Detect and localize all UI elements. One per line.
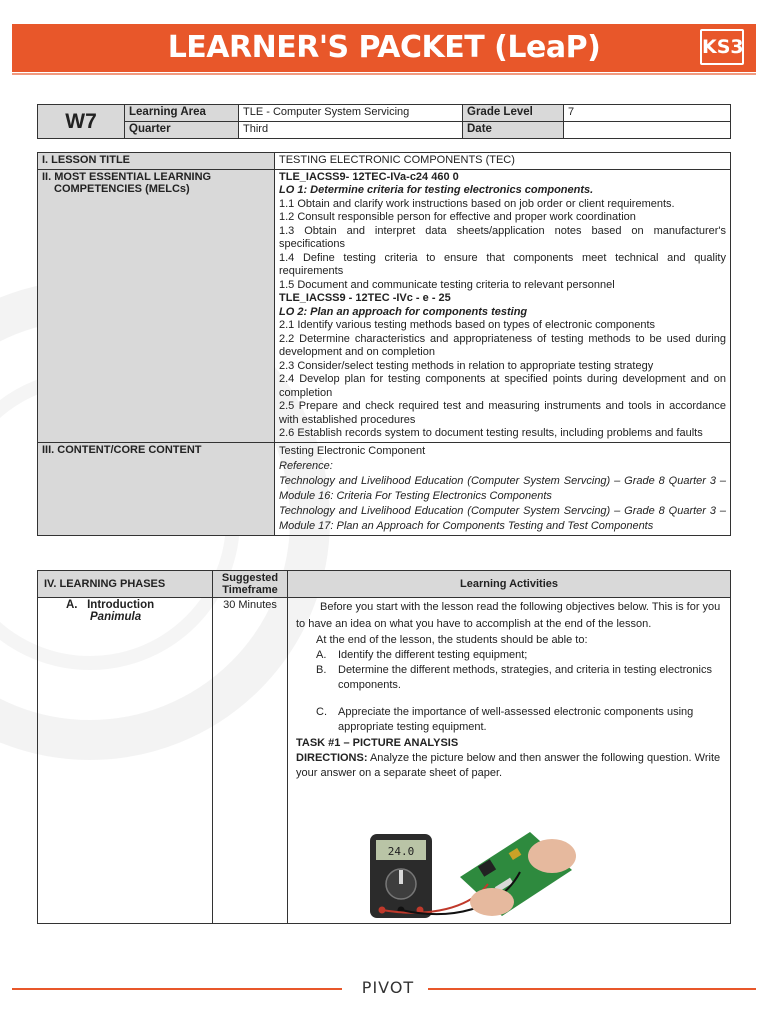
melc-label-line2: COMPETENCIES (MELCs) — [54, 182, 190, 195]
directions-text: Analyze the picture below and then answer the following question. Write your answer on a separate sheet of paper. — [296, 752, 721, 779]
header-table — [37, 104, 731, 139]
melc-code-2: TLE_IACSS9 - 12TEC -IVc - e - 25 — [279, 292, 451, 304]
objective-mark: C. — [316, 706, 327, 718]
ks-badge: KS3 — [700, 29, 744, 65]
melc-item: 2.2 Determine characteristics and appropriateness of testing methods to be used during development and on completion — [279, 332, 726, 358]
week-label: W7 — [38, 105, 125, 139]
melc-label — [38, 169, 275, 442]
melc-lo-2: LO 2: Plan an approach for components testing — [279, 305, 528, 318]
phases-col-header: IV. LEARNING PHASES — [38, 571, 213, 598]
reference-1: Technology and Livelihood Education (Computer System Servcing) – Grade 8 Quarter 3 – Module 16: Criteria For Testing Electronics Components — [279, 474, 726, 502]
activity-para-2: At the end of the lesson, the students should be able to: — [316, 634, 588, 646]
lesson-title-label: I. LESSON TITLE — [38, 153, 275, 170]
lesson-title-value: TESTING ELECTRONIC COMPONENTS (TEC) — [275, 153, 731, 170]
directions-label: DIRECTIONS: — [296, 752, 368, 764]
reference-label: Reference: — [279, 459, 333, 472]
activity-para-1: Before you start with the lesson read the following objectives below. This is for you to have an idea on what you have to accomplish at the end of the lesson. — [296, 601, 721, 630]
objective-text: Determine the different methods, strategies, and criteria in testing electronics components. — [338, 664, 712, 691]
content-label: III. CONTENT/CORE CONTENT — [38, 442, 275, 535]
objectives-list — [296, 648, 722, 735]
grade-level-value: 7 — [564, 105, 731, 122]
melc-item: 2.4 Develop plan for testing components at specified points during development and on completion — [279, 373, 726, 399]
activities-col-header: Learning Activities — [288, 571, 731, 598]
melc-item: 2.1 Identify various testing methods based on types of electronic components — [279, 319, 656, 331]
melc-item: 2.6 Establish records system to document testing results, including problems and faults — [279, 427, 703, 439]
banner — [12, 24, 756, 72]
timeframe-col-header: Suggested Timeframe — [213, 571, 288, 598]
learning-area-value: TLE - Computer System Servicing — [239, 105, 463, 122]
objective-text: Identify the different testing equipment; — [338, 649, 528, 661]
melc-item: 1.5 Document and communicate testing criteria to relevant personnel — [279, 278, 615, 291]
quarter-label: Quarter — [125, 122, 239, 139]
pivot-logo: PIVOT — [361, 978, 415, 997]
banner-title: LEARNER'S PACKET (LeaP) — [167, 30, 601, 65]
objective-text: Appreciate the importance of well-assessed electronic components using appropriate testing equipment. — [338, 706, 694, 733]
objective-item — [316, 705, 722, 735]
melc-lo-1: LO 1: Determine criteria for testing electronics components. — [279, 184, 594, 196]
task-title: TASK #1 – PICTURE ANALYSIS — [296, 737, 459, 749]
melc-item: 1.1 Obtain and clarify work instructions based on job order or client requirements. — [279, 197, 675, 210]
objective-item — [316, 663, 722, 693]
date-label: Date — [463, 122, 564, 139]
footer-line-left — [12, 988, 342, 990]
objective-mark: A. — [316, 649, 327, 661]
intro-time: 30 Minutes — [213, 598, 288, 924]
quarter-value: Third — [239, 122, 463, 139]
melc-label-line1: II. MOST ESSENTIAL LEARNING — [42, 170, 212, 183]
melc-code-1: TLE_IACSS9- 12TEC-IVa-c24 460 0 — [279, 170, 459, 183]
intro-label: Introduction — [87, 599, 155, 611]
directions — [296, 751, 722, 781]
banner-rule — [12, 73, 756, 75]
intro-label-row — [66, 599, 208, 611]
objective-item — [316, 648, 722, 663]
date-value — [564, 122, 731, 139]
melc-item: 1.2 Consult responsible person for effective and proper work coordination — [279, 211, 636, 223]
melc-item: 1.4 Define testing criteria to ensure that components meet technical and quality requirements — [279, 251, 726, 277]
intro-letter: A. — [66, 599, 78, 611]
learning-area-label: Learning Area — [125, 105, 239, 122]
melc-item: 2.3 Consider/select testing methods in relation to appropriate testing strategy — [279, 359, 654, 372]
melc-item: 1.3 Obtain and interpret data sheets/application notes based on manufacturer's specifications — [279, 224, 726, 250]
objective-mark: B. — [316, 664, 327, 676]
reference-2: Technology and Livelihood Education (Computer System Servcing) – Grade 8 Quarter 3 – Module 17: Plan an Approach for Components Testing and Test Components — [279, 504, 726, 532]
intro-sub: Panimula — [90, 611, 142, 623]
content-topic: Testing Electronic Component — [279, 444, 426, 457]
lesson-table — [37, 152, 731, 536]
content-value — [275, 442, 731, 535]
meter-reading: 24.0 — [387, 845, 415, 858]
melc-item: 2.5 Prepare and check required test and measuring instruments and tools in accordance with established procedures — [279, 400, 726, 426]
footer-line-right — [428, 988, 756, 990]
grade-level-label: Grade Level — [463, 105, 564, 122]
melc-content — [275, 169, 731, 442]
multimeter-testing-photo — [360, 822, 580, 922]
intro-cell — [38, 598, 213, 924]
